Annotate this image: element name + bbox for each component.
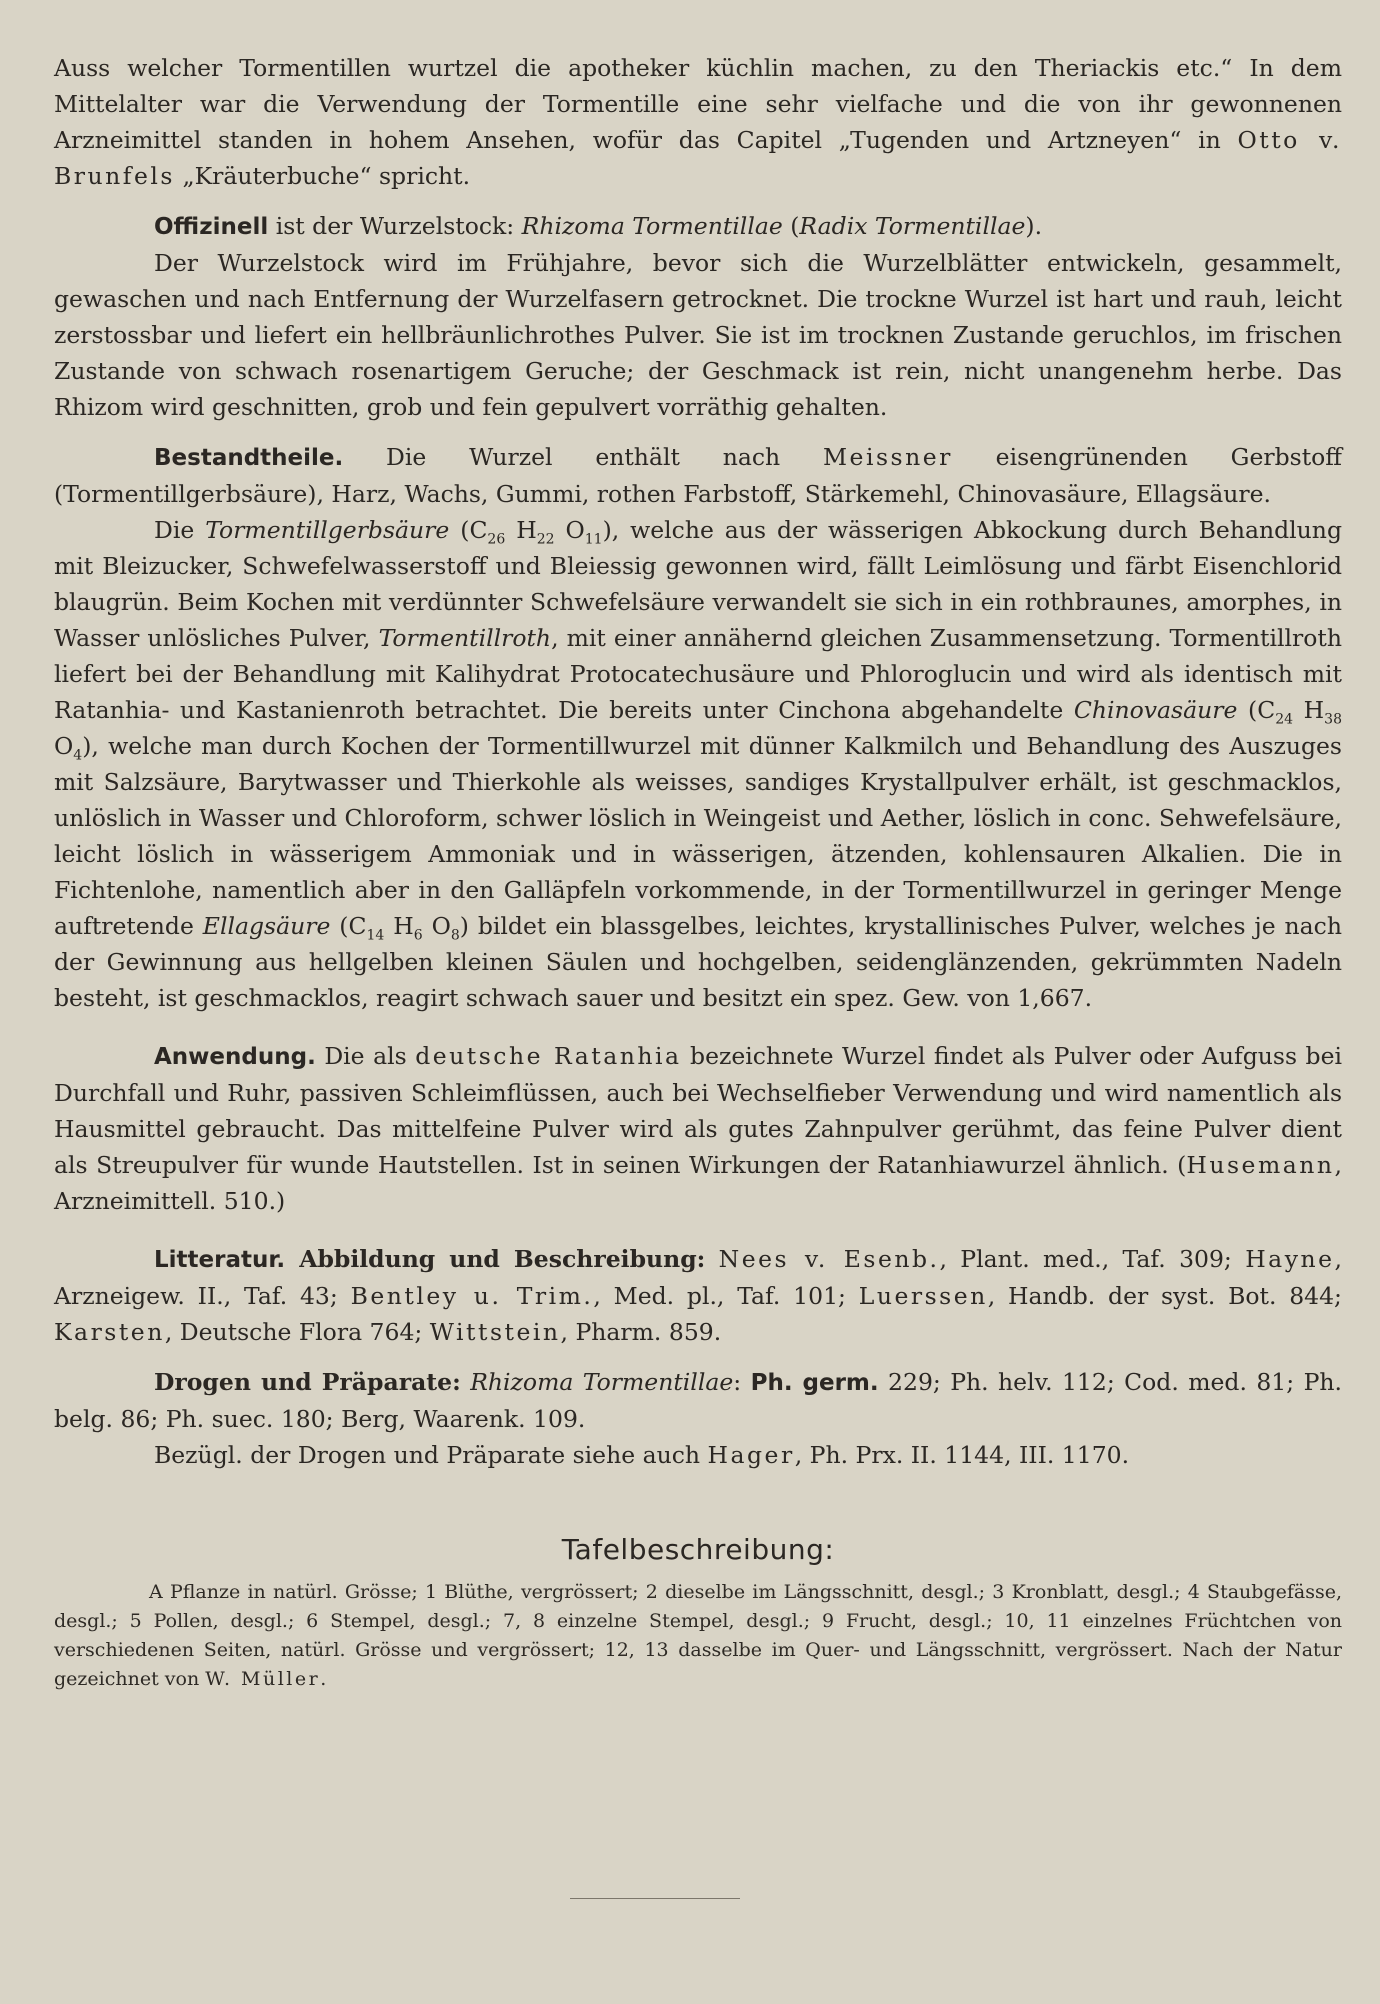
drogen-note-a: Bezügl. der Drogen und Präparate siehe auch <box>154 1441 708 1469</box>
anwendung-cite: Husemann <box>1186 1151 1335 1179</box>
bestandtheile-heading: Bestandtheile. <box>154 445 344 471</box>
tafel-text: A Pflanze in natürl. Grösse; 1 Blüthe, vergrössert; 2 dieselbe im Längsschnitt, desgl.; 3 Kronblatt, desgl.; 4 Staubgefässe, desgl.; 5 Pollen, desgl.; 6 Stempel, desgl.; 7, 8 einzelne Stempel, desgl.; 9 Frucht, desgl.; 10, 11 einzelnes Früchtchen von verschiedenen Seiten, natürl. Grösse und vergrössert; 12, 13 dasselbe im Quer- und Längsschnitt, vergrössert. Nach der Natur gezeichnet von <box>54 1581 1342 1690</box>
anwendung-paragraph <box>54 1038 1342 1219</box>
bt-term-chinovasaeure: Chinovasäure <box>1073 696 1238 724</box>
bt-formula-2: ($C_{24}$ $H_{38}$ $O_4$) <box>54 696 1342 764</box>
offizinell-lead: ist der Wurzelstock: <box>268 212 522 240</box>
offizinell-heading: Offizinell <box>154 214 269 240</box>
tafel-caption <box>54 1578 1342 1694</box>
bt-p2b: , welche aus der wässerigen Abkockung durch Behandlung mit Bleizucker, Schwefelwasserstoff und Bleiessig gewonnen wird, fällt Leimlösung und färbt Eisenchlorid blaugrün. Beim Kochen mit verdünnter Schwefelsäure verwandelt sie sich in ein rothbraunes, amorphes, in Wasser unlösliches Pulver, <box>54 516 1342 652</box>
intro-tail: „Kräuterbuche“ spricht. <box>174 162 471 190</box>
bt-term-tormentillgerbsaeure: Tormentillgerbsäure <box>205 516 450 544</box>
litteratur-sub: Abbildung und Beschreibung: <box>285 1245 706 1273</box>
anwendung-c: , Arzneimittell. 510.) <box>54 1151 1342 1215</box>
litteratur-paragraph <box>54 1241 1342 1350</box>
drogen-ph-germ: Ph. germ. <box>750 1370 879 1396</box>
tafel-title: Tafelbeschreibung: <box>561 1533 835 1566</box>
bt-term-tormentillroth: Tormentillroth <box>378 624 552 652</box>
anwendung-a: Die als <box>315 1042 416 1070</box>
drogen-heading: Drogen und Präparate: <box>154 1368 461 1396</box>
bt-p2e: bildet ein blassgelbes, leichtes, krystallinisches Pulver, welches je nach der Gewinnung aus hellgelben kleinen Säulen und hochgelben, seidenglänzenden, gekrümmten Nadeln besteht, ist geschmacklos, reagirt schwach sauer und besitzt ein spez. Gew. von 1,667. <box>54 912 1342 1012</box>
offizinell-open-paren: ( <box>782 212 800 240</box>
lit-author-1: Nees v. Esenb. <box>718 1245 940 1273</box>
drogen-colon: : <box>733 1368 751 1396</box>
lit-author-2: Hayne <box>1245 1245 1335 1273</box>
lit-author-4: Luerssen <box>858 1282 988 1310</box>
bestandtheile-author: Meissner <box>822 443 953 471</box>
intro-text: Auss welcher Tormentillen wurtzel die apotheker küchlin machen, zu den Theriackis etc.“ In dem Mittelalter war die Verwendung der Tormentille eine sehr vielfache und die von ihr gewonnenen Arzneimittel standen in hohem Ansehen, wofür das Capitel „Tugenden und Artzneyen“ in <box>54 54 1342 154</box>
drogen-paragraph <box>54 1364 1342 1437</box>
bt-formula-3: ($C_{14}$ $H_6$ $O_8$) <box>330 912 469 944</box>
anwendung-term: deutsche Ratanhia <box>415 1042 682 1070</box>
bt-term-ellagsaeure: Ellagsäure <box>202 912 331 940</box>
bt-formula-1: ($C_{26}$ $H_{22}$ $O_{11}$) <box>449 516 612 548</box>
bt-p2a: Die <box>154 516 206 544</box>
drogen-note-author: Hager <box>707 1441 795 1469</box>
bestandtheile-paragraph <box>54 439 1342 512</box>
offizinell-paragraph <box>54 208 1342 245</box>
lit-ref-3: , Med. pl., Taf. 101; <box>593 1282 859 1310</box>
lit-ref-6: , Pharm. 859. <box>560 1318 722 1346</box>
offizinell-latin: Rhizoma Tormentillae <box>521 212 783 240</box>
lit-ref-1: , Plant. med., Taf. 309; <box>939 1245 1246 1273</box>
bestandtheile-p1b: eisengrünenden Gerbstoff (Tormentillgerbsäure), Harz, Wachs, Gummi, rothen Farbstoff, Stärkemehl, Chinovasäure, Ellagsäure. <box>54 443 1342 508</box>
litteratur-heading: Litteratur. <box>154 1247 286 1273</box>
anwendung-b: bezeichnete Wurzel findet als Pulver oder Aufguss bei Durchfall und Ruhr, passiven Schleimflüssen, auch bei Wechselfieber Verwendung und wird namentlich als Hausmittel gebraucht. Das mittelfeine Pulver wird als gutes Zahnpulver gerühmt, das feine Pulver dient als Streupulver für wunde Hautstellen. Ist in seinen Wirkungen der Ratanhiawurzel ähnlich. ( <box>54 1042 1342 1179</box>
bestandtheile-p1a: Die Wurzel enthält nach <box>343 443 823 471</box>
anwendung-heading: Anwendung. <box>154 1044 316 1070</box>
end-rule <box>570 1898 740 1899</box>
bestandtheile-body <box>54 512 1342 1016</box>
drogen-latin: Rhizoma Tormentillae <box>470 1368 734 1396</box>
drogen-note <box>54 1437 1342 1473</box>
bt-p2d: , welche man durch Kochen der Tormentillwurzel mit dünner Kalkmilch und Behandlung des Auszuges mit Salzsäure, Barytwasser und Thierkohle als weisses, sandiges Krystallpulver erhält, ist geschmacklos, unlöslich in Wasser und Chloroform, schwer löslich in Weingeist und Aether, löslich in conc. Sehwefelsäure, leicht löslich in wässerigem Ammoniak und in wässerigen, ätzenden, kohlensauren Alkalien. Die in Fichtenlohe, namentlich aber in den Galläpfeln vorkommende, in der Tormentillwurzel in geringer Menge auftretende <box>54 732 1343 940</box>
tafel-end: . <box>320 1668 327 1690</box>
intro-author: Otto v. Brunfels <box>54 126 1343 190</box>
offizinell-close-paren: ). <box>1025 212 1043 240</box>
drogen-rest: 229; Ph. helv. 112; Cod. med. 81; Ph. belg. 86; Ph. suec. 180; Berg, Waarenk. 109. <box>54 1368 1342 1433</box>
tafel-author: W. Müller <box>205 1668 321 1690</box>
lit-author-6: Wittstein <box>429 1318 561 1346</box>
offizinell-latin-alt: Radix Tormentillae <box>799 212 1026 240</box>
drogen-note-b: , Ph. Prx. II. 1144, III. 1170. <box>794 1441 1130 1469</box>
intro-paragraph <box>54 50 1342 194</box>
lit-ref-5: , Deutsche Flora 764; <box>164 1318 430 1346</box>
offizinell-body: Der Wurzelstock wird im Frühjahre, bevor sich die Wurzelblätter entwickeln, gesammelt, gewaschen und nach Entfernung der Wurzelfasern getrocknet. Die trockne Wurzel ist hart und rauh, leicht zerstossbar und liefert ein hellbräunlichrothes Pulver. Sie ist im trocknen Zustande geruchlos, im frischen Zustande von schwach rosenartigem Geruche; der Geschmack ist rein, nicht unangenehm herbe. Das Rhizom wird geschnitten, grob und fein gepulvert vorräthig gehalten. <box>54 249 1342 421</box>
lit-author-3: Bentley u. Trim. <box>350 1282 594 1310</box>
bt-p2c: , mit einer annähernd gleichen Zusammensetzung. Tormentillroth liefert bei der Behandlung mit Kalihydrat Protocatechusäure und Phloroglucin und wird als identisch mit Ratanhia- und Kastanienroth betrachtet. Die bereits unter Cinchona abgehandelte <box>54 624 1342 724</box>
lit-author-5: Karsten <box>54 1318 165 1346</box>
lit-ref-4: , Handb. der syst. Bot. 844; <box>987 1282 1342 1310</box>
lit-ref-2: , Arzneigew. II., Taf. 43; <box>54 1245 1342 1310</box>
